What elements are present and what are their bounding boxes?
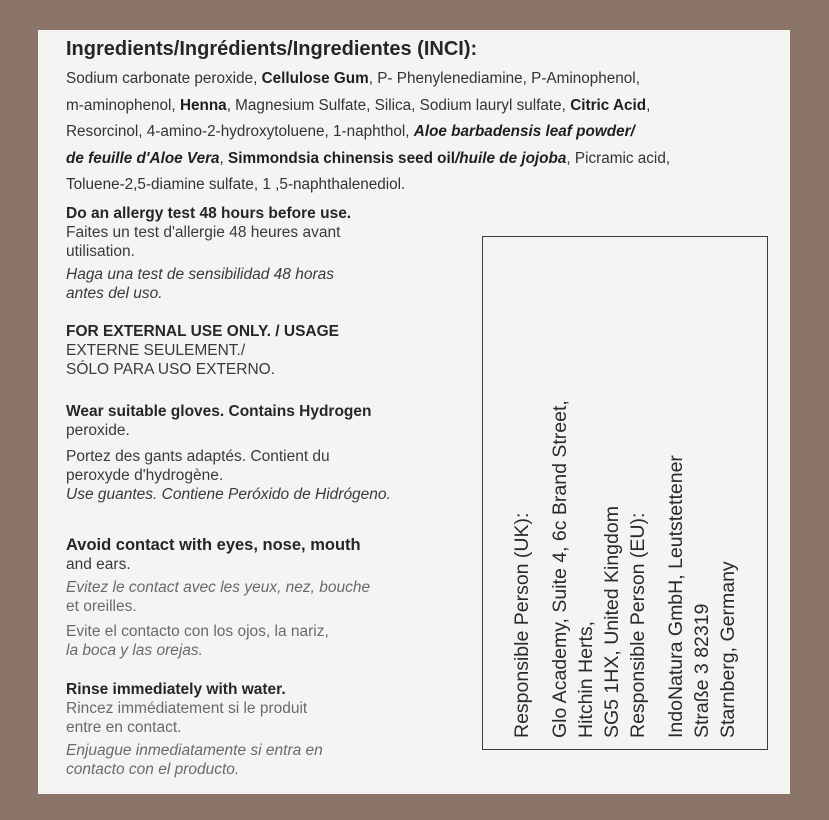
allergy-warning: Do an allergy test 48 hours before use. Faites un test d'allergie 48 heures avant utilisation. Haga una test de sensibilidad 48 horas antes del uso.: [66, 205, 352, 302]
gloves-warning: Wear suitable gloves. Contains Hydrogen peroxide. Portez des gants adaptés. Contient du peroxyde d'hydrogène. Use guantes. Contiene Peróxido de Hidrógeno.: [66, 403, 391, 503]
avoid-contact-warning: Avoid contact with eyes, nose, mouth and ears. Evitez le contact avec les yeux, nez, bouche et oreilles. Evite el contacto con los ojos, la nariz, la boca y las orejas.: [66, 536, 371, 659]
ingredients-list: [66, 66, 778, 199]
uk-heading: Responsible Person (UK):: [511, 512, 533, 738]
product-label: [38, 30, 790, 794]
ingredients-title: Ingredients/Ingrédients/Ingredientes (INCI):: [66, 38, 478, 60]
responsible-person-text: Responsible Person (UK): Glo Academy, Suite 4, 6c Brand Street, Hitchin Herts, SG5 1HX, United Kingdom Responsible Person (EU): IndoNatura GmbH, Leutstettener Straße 3 82319 Starnberg, Germany: [509, 248, 741, 738]
rinse-warning: Rinse immediately with water. Rincez immédiatement si le produit entre en contact. Enjuague inmediatamente si entra en contacto con el producto.: [66, 681, 323, 778]
ingredients-line: Sodium carbonate peroxide, Cellulose Gum, P- Phenylenediamine, P-Aminophenol,: [66, 70, 640, 87]
ingredients-line: Toluene-2,5-diamine sulfate, 1 ,5-naphthalenediol.: [66, 176, 406, 193]
ingredients-line: de feuille d'Aloe Vera, Simmondsia chinensis seed oil/huile de jojoba, Picramic acid,: [66, 149, 671, 167]
responsible-person-box: [482, 236, 768, 750]
ingredients-line: m-aminophenol, Henna, Magnesium Sulfate, Silica, Sodium lauryl sulfate, Citric Acid,: [66, 96, 651, 114]
external-use-warning: FOR EXTERNAL USE ONLY. / USAGE EXTERNE SEULEMENT./ SÓLO PARA USO EXTERNO.: [66, 323, 340, 378]
eu-heading: Responsible Person (EU):: [627, 512, 649, 738]
ingredients-line: Resorcinol, 4-amino-2-hydroxytoluene, 1-naphthol, Aloe barbadensis leaf powder/: [66, 123, 635, 140]
